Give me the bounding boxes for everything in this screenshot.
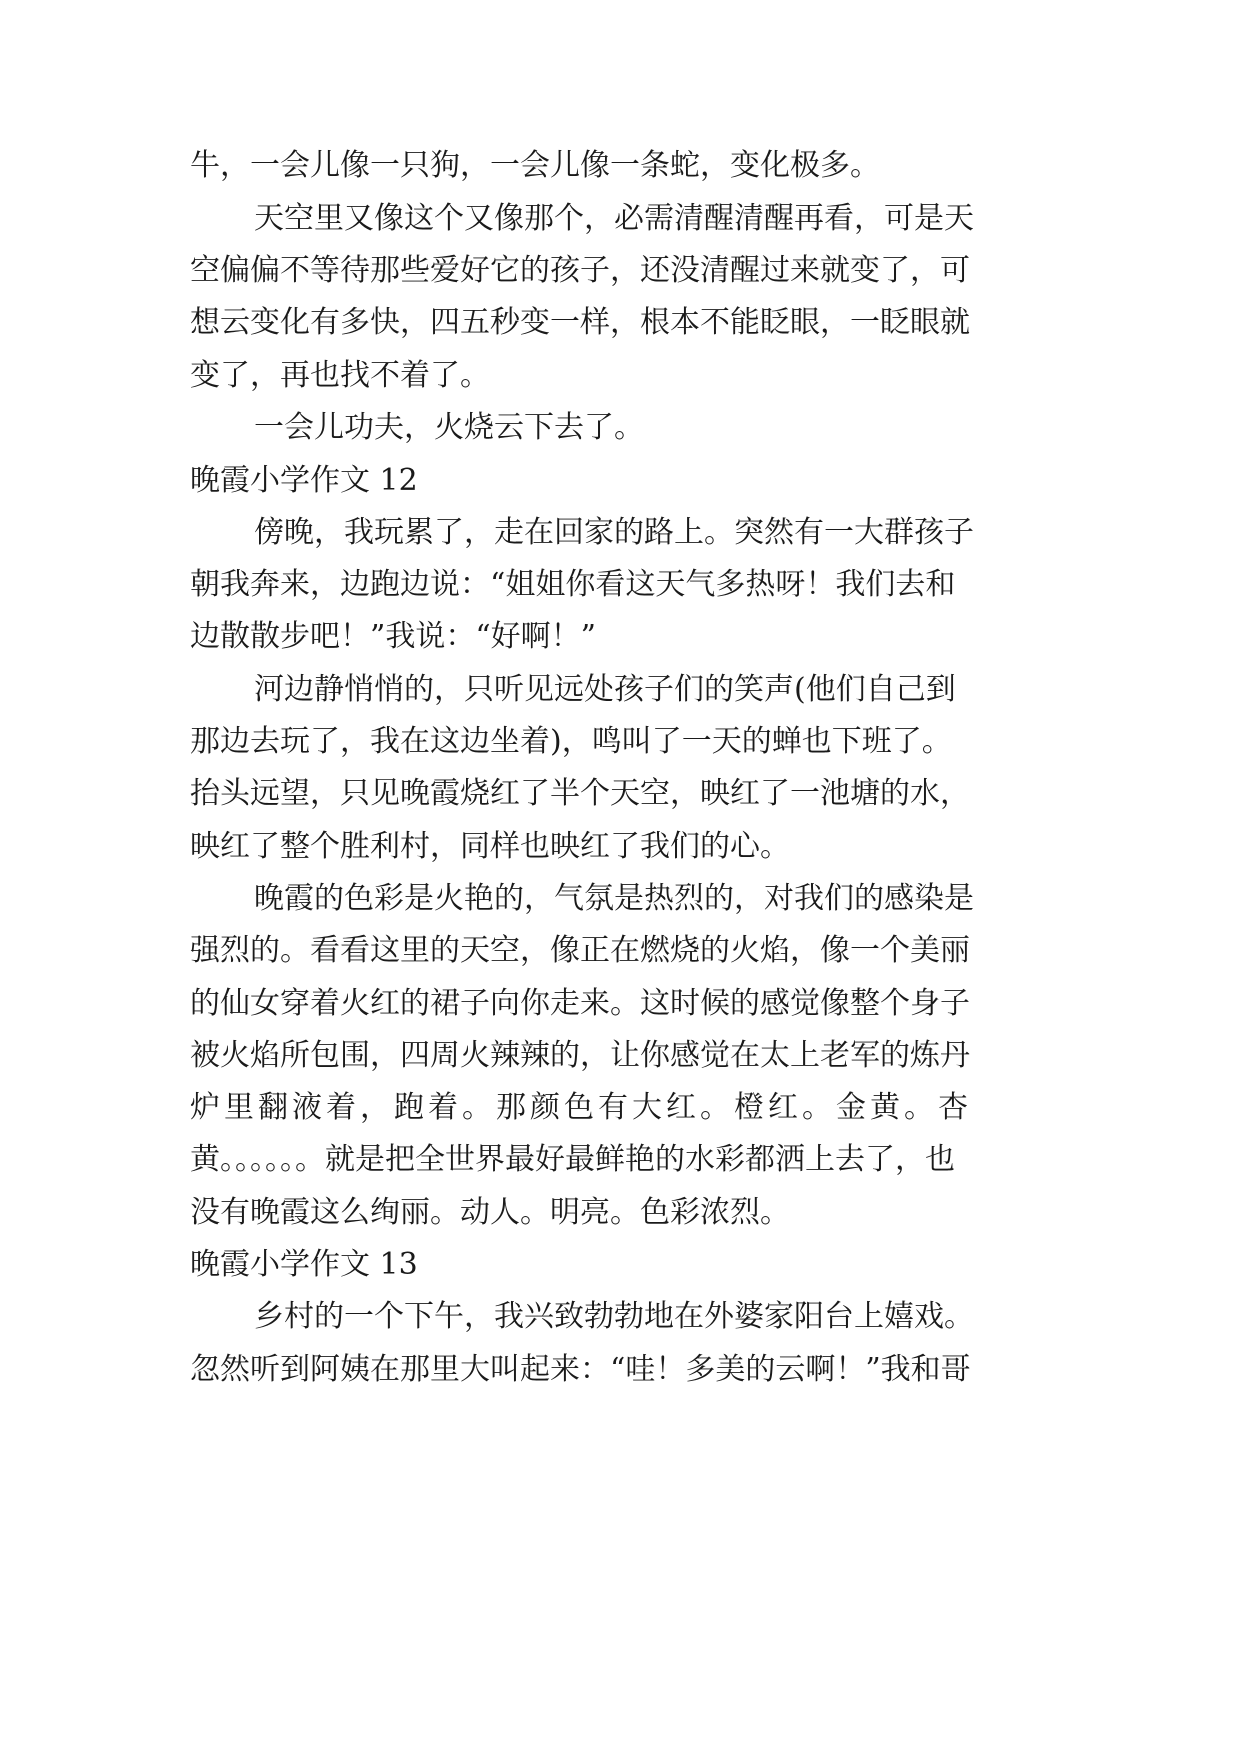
text-line: 映红了整个胜利村，同样也映红了我们的心。	[190, 829, 790, 864]
text-line: 空偏偏不等待那些爱好它的孩子，还没清醒过来就变了，可	[190, 253, 970, 288]
text-line: 没有晚霞这么绚丽。动人。明亮。色彩浓烈。	[190, 1195, 790, 1230]
paragraph-start-line: 晚霞的色彩是火艳的，气氛是热烈的，对我们的感染是	[254, 881, 974, 916]
paragraph-start-line: 天空里又像这个又像那个，必需清醒清醒再看，可是天	[254, 201, 974, 236]
section-heading: 晚霞小学作文 12	[190, 463, 418, 498]
text-line: 牛，一会儿像一只狗，一会儿像一条蛇，变化极多。	[190, 148, 880, 183]
text-line: 被火焰所包围，四周火辣辣的，让你感觉在太上老军的炼丹	[190, 1038, 970, 1073]
text-line: 强烈的。看看这里的天空，像正在燃烧的火焰，像一个美丽	[190, 933, 970, 968]
paragraph-start-line: 一会儿功夫，火烧云下去了。	[254, 410, 644, 445]
text-line: 黄。。。。。。就是把全世界最好最鲜艳的水彩都洒上去了，也	[190, 1142, 955, 1177]
text-line: 边散散步吧！”我说：“好啊！”	[190, 619, 597, 654]
text-line: 想云变化有多快，四五秒变一样，根本不能眨眼，一眨眼就	[190, 305, 970, 340]
text-line: 炉里翻液着，跑着。那颜色有大红。橙红。金黄。杏	[190, 1090, 972, 1125]
text-line: 那边去玩了，我在这边坐着)，鸣叫了一天的蝉也下班了。	[190, 724, 952, 759]
paragraph-start-line: 河边静悄悄的，只听见远处孩子们的笑声(他们自己到	[254, 672, 956, 707]
text-line: 抬头远望，只见晚霞烧红了半个天空，映红了一池塘的水，	[190, 776, 970, 811]
text-line: 朝我奔来，边跑边说：“姐姐你看这天气多热呀！我们去和	[190, 567, 956, 602]
text-line: 变了，再也找不着了。	[190, 358, 490, 393]
paragraph-start-line: 乡村的一个下午，我兴致勃勃地在外婆家阳台上嬉戏。	[254, 1299, 974, 1334]
text-line: 忽然听到阿姨在那里大叫起来：“哇！多美的云啊！”我和哥	[190, 1352, 971, 1387]
text-line: 的仙女穿着火红的裙子向你走来。这时候的感觉像整个身子	[190, 986, 970, 1021]
section-heading: 晚霞小学作文 13	[190, 1247, 418, 1282]
paragraph-start-line: 傍晚，我玩累了，走在回家的路上。突然有一大群孩子	[254, 515, 974, 550]
